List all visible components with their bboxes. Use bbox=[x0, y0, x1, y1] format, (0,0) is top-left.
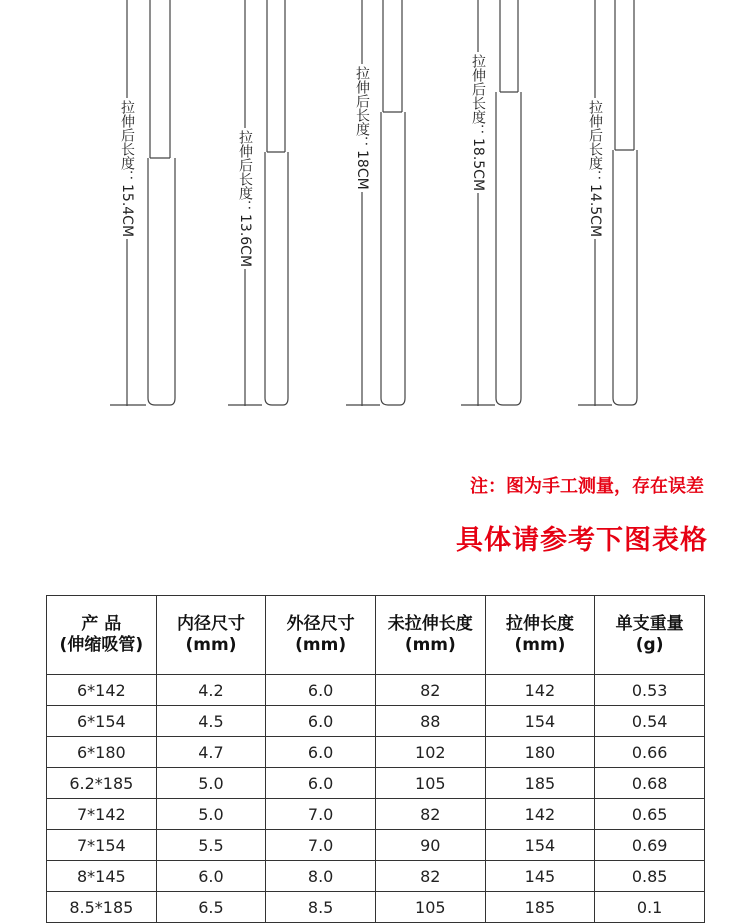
table-row bbox=[47, 737, 705, 768]
measurement-label-4: 拉伸后长度：18.5CM bbox=[470, 54, 486, 192]
cell-unstretched-length: 105 bbox=[375, 768, 485, 799]
measurement-label-2: 拉伸后长度：13.6CM bbox=[237, 130, 253, 268]
table-row bbox=[47, 706, 705, 737]
cell-stretched-length: 142 bbox=[485, 675, 595, 706]
cell-unstretched-length: 90 bbox=[375, 830, 485, 861]
cell-unstretched-length: 82 bbox=[375, 861, 485, 892]
cell-unit-weight: 0.65 bbox=[595, 799, 705, 830]
table-row bbox=[47, 892, 705, 923]
cell-product: 6.2*185 bbox=[47, 768, 157, 799]
cell-unit-weight: 0.85 bbox=[595, 861, 705, 892]
cell-stretched-length: 185 bbox=[485, 892, 595, 923]
table-header-row bbox=[47, 596, 705, 675]
cell-outer-diameter: 7.0 bbox=[266, 830, 376, 861]
cell-unit-weight: 0.1 bbox=[595, 892, 705, 923]
cell-stretched-length: 142 bbox=[485, 799, 595, 830]
table-reference-headline: 具体请参考下图表格 bbox=[456, 525, 708, 556]
cell-unit-weight: 0.53 bbox=[595, 675, 705, 706]
measurement-label-3: 拉伸后长度：18CM bbox=[354, 66, 370, 190]
cell-inner-diameter: 5.0 bbox=[156, 768, 266, 799]
table-row bbox=[47, 768, 705, 799]
cell-product: 7*154 bbox=[47, 830, 157, 861]
cell-product: 6*154 bbox=[47, 706, 157, 737]
straw-diagram bbox=[0, 0, 750, 420]
cell-unit-weight: 0.54 bbox=[595, 706, 705, 737]
measurement-error-note: 注：图为手工测量，存在误差 bbox=[470, 476, 704, 497]
cell-stretched-length: 154 bbox=[485, 706, 595, 737]
cell-outer-diameter: 6.0 bbox=[266, 768, 376, 799]
header-unstretched-length: 未拉伸长度 (mm) bbox=[375, 596, 485, 675]
cell-inner-diameter: 4.2 bbox=[156, 675, 266, 706]
cell-product: 8.5*185 bbox=[47, 892, 157, 923]
table-row bbox=[47, 675, 705, 706]
cell-inner-diameter: 5.0 bbox=[156, 799, 266, 830]
cell-outer-diameter: 6.0 bbox=[266, 737, 376, 768]
cell-unit-weight: 0.69 bbox=[595, 830, 705, 861]
cell-inner-diameter: 4.7 bbox=[156, 737, 266, 768]
cell-inner-diameter: 4.5 bbox=[156, 706, 266, 737]
header-stretched-length: 拉伸长度 (mm) bbox=[485, 596, 595, 675]
cell-product: 6*180 bbox=[47, 737, 157, 768]
cell-stretched-length: 145 bbox=[485, 861, 595, 892]
table-row bbox=[47, 799, 705, 830]
cell-unstretched-length: 88 bbox=[375, 706, 485, 737]
header-unit-weight: 单支重量 (g) bbox=[595, 596, 705, 675]
table-row bbox=[47, 861, 705, 892]
cell-unit-weight: 0.68 bbox=[595, 768, 705, 799]
cell-outer-diameter: 8.0 bbox=[266, 861, 376, 892]
cell-outer-diameter: 6.0 bbox=[266, 706, 376, 737]
straw-3 bbox=[346, 0, 405, 406]
measurement-label-5: 拉伸后长度：14.5CM bbox=[587, 100, 603, 238]
header-outer-diameter: 外径尺寸 (mm) bbox=[266, 596, 376, 675]
cell-product: 8*145 bbox=[47, 861, 157, 892]
spec-table bbox=[46, 595, 705, 923]
cell-stretched-length: 154 bbox=[485, 830, 595, 861]
cell-inner-diameter: 6.5 bbox=[156, 892, 266, 923]
table-row bbox=[47, 830, 705, 861]
cell-unstretched-length: 82 bbox=[375, 799, 485, 830]
header-inner-diameter: 内径尺寸 (mm) bbox=[156, 596, 266, 675]
cell-outer-diameter: 6.0 bbox=[266, 675, 376, 706]
measurement-label-1: 拉伸后长度：15.4CM bbox=[119, 100, 135, 238]
cell-stretched-length: 180 bbox=[485, 737, 595, 768]
cell-product: 6*142 bbox=[47, 675, 157, 706]
cell-unstretched-length: 102 bbox=[375, 737, 485, 768]
cell-inner-diameter: 6.0 bbox=[156, 861, 266, 892]
cell-stretched-length: 185 bbox=[485, 768, 595, 799]
cell-outer-diameter: 8.5 bbox=[266, 892, 376, 923]
cell-unstretched-length: 82 bbox=[375, 675, 485, 706]
cell-inner-diameter: 5.5 bbox=[156, 830, 266, 861]
header-product: 产 品 (伸缩吸管) bbox=[47, 596, 157, 675]
cell-unit-weight: 0.66 bbox=[595, 737, 705, 768]
cell-product: 7*142 bbox=[47, 799, 157, 830]
cell-outer-diameter: 7.0 bbox=[266, 799, 376, 830]
cell-unstretched-length: 105 bbox=[375, 892, 485, 923]
